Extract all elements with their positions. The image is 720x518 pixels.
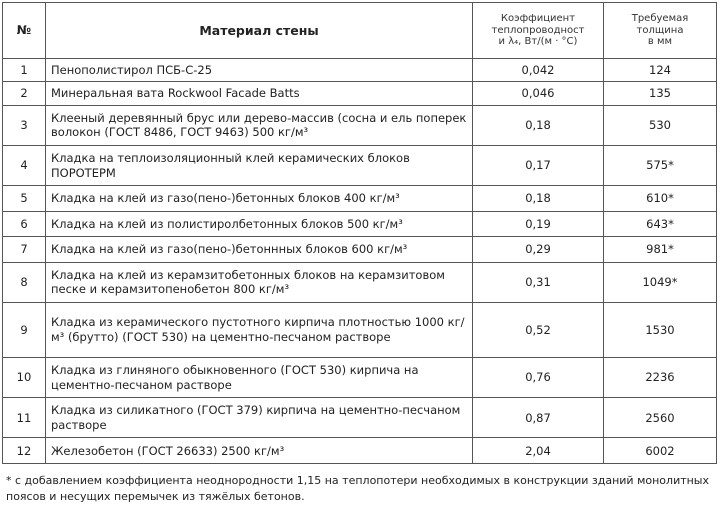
row-number: 5 — [3, 186, 46, 211]
table-row — [3, 357, 717, 397]
header-number: № — [3, 3, 46, 59]
row-material: Кладка из силикатного (ГОСТ 379) кирпича на цементно-песчаном растворе — [46, 398, 473, 438]
row-thickness: 1049* — [604, 262, 717, 302]
row-number: 10 — [3, 357, 46, 397]
row-coefficient: 0,52 — [473, 302, 604, 357]
table-row — [3, 302, 717, 357]
row-coefficient: 0,046 — [473, 82, 604, 105]
table-row — [3, 145, 717, 185]
table-row — [3, 237, 717, 262]
row-number: 9 — [3, 302, 46, 357]
row-material: Кладка на клей из газо(пено-)бетоннных блоков 600 кг/м³ — [46, 237, 473, 262]
header-coefficient-line-1: Коэффициент — [500, 13, 576, 25]
header-coefficient-line-3: и λ₄, Вт/(м · °С) — [498, 36, 578, 48]
row-thickness: 1530 — [604, 302, 717, 357]
row-thickness: 2236 — [604, 357, 717, 397]
row-thickness: 135 — [604, 82, 717, 105]
row-number: 6 — [3, 211, 46, 236]
row-coefficient: 0,042 — [473, 59, 604, 82]
row-coefficient: 0,19 — [473, 211, 604, 236]
row-material: Кладка на теплоизоляционный клей керамических блоков ПОРОТЕРМ — [46, 145, 473, 185]
row-coefficient: 0,17 — [473, 145, 604, 185]
row-thickness: 6002 — [604, 438, 717, 464]
row-thickness: 575* — [604, 145, 717, 185]
header-coefficient — [473, 3, 604, 59]
row-material: Кладка из глиняного обыкновенного (ГОСТ 530) кирпича на цементно-песчаном растворе — [46, 357, 473, 397]
row-number: 11 — [3, 398, 46, 438]
table-row — [3, 82, 717, 105]
row-number: 2 — [3, 82, 46, 105]
row-thickness: 981* — [604, 237, 717, 262]
header-thickness-line-2: толщина — [636, 24, 684, 36]
table-row — [3, 438, 717, 464]
row-material: Минеральная вата Rockwool Facade Batts — [46, 82, 473, 105]
header-thickness-line-1: Требуемая — [631, 13, 689, 25]
row-coefficient: 0,76 — [473, 357, 604, 397]
row-number: 7 — [3, 237, 46, 262]
row-number: 3 — [3, 105, 46, 145]
row-coefficient: 0,31 — [473, 262, 604, 302]
row-material: Кладка на клей из полистиролбетонных блоков 500 кг/м³ — [46, 211, 473, 236]
row-coefficient: 0,18 — [473, 186, 604, 211]
row-thickness: 2560 — [604, 398, 717, 438]
row-thickness: 530 — [604, 105, 717, 145]
row-coefficient: 0,87 — [473, 398, 604, 438]
row-coefficient: 0,29 — [473, 237, 604, 262]
header-thickness-line-3: в мм — [647, 36, 673, 48]
wall-materials-table — [2, 2, 717, 464]
row-material: Кладка на клей из газо(пено-)бетонных блоков 400 кг/м³ — [46, 186, 473, 211]
table-row — [3, 398, 717, 438]
header-material: Материал стены — [46, 3, 473, 59]
row-coefficient: 2,04 — [473, 438, 604, 464]
header-coefficient-line-2: теплопроводност — [491, 24, 585, 36]
row-material: Пенополистирол ПСБ-С-25 — [46, 59, 473, 82]
row-number: 4 — [3, 145, 46, 185]
row-material: Железобетон (ГОСТ 26633) 2500 кг/м³ — [46, 438, 473, 464]
table-header-row — [3, 3, 717, 59]
row-material: Кладка на клей из керамзитобетонных блоков на керамзитовом песке и керамзитопенобетон 800 кг/м³ — [46, 262, 473, 302]
footnote: * с добавлением коэффициента неоднородности 1,15 на теплопотери необходимых в конструкции зданий монолитных поясов и несущих перемычек из тяжёлых бетонов. — [6, 474, 710, 503]
row-material: Кладка из керамического пустотного кирпича плотностью 1000 кг/ м³ (брутто) (ГОСТ 530) на цементно-песчаном растворе — [46, 302, 473, 357]
row-material: Клееный деревянный брус или дерево-массив (сосна и ель поперек волокон (ГОСТ 8486, ГОСТ 9463) 500 кг/м³ — [46, 105, 473, 145]
row-number: 1 — [3, 59, 46, 82]
table-row — [3, 262, 717, 302]
row-number: 8 — [3, 262, 46, 302]
table-row — [3, 105, 717, 145]
header-thickness — [604, 3, 717, 59]
row-thickness: 610* — [604, 186, 717, 211]
table-row — [3, 59, 717, 82]
row-number: 12 — [3, 438, 46, 464]
table-row — [3, 211, 717, 236]
row-coefficient: 0,18 — [473, 105, 604, 145]
table-row — [3, 186, 717, 211]
row-thickness: 643* — [604, 211, 717, 236]
row-thickness: 124 — [604, 59, 717, 82]
